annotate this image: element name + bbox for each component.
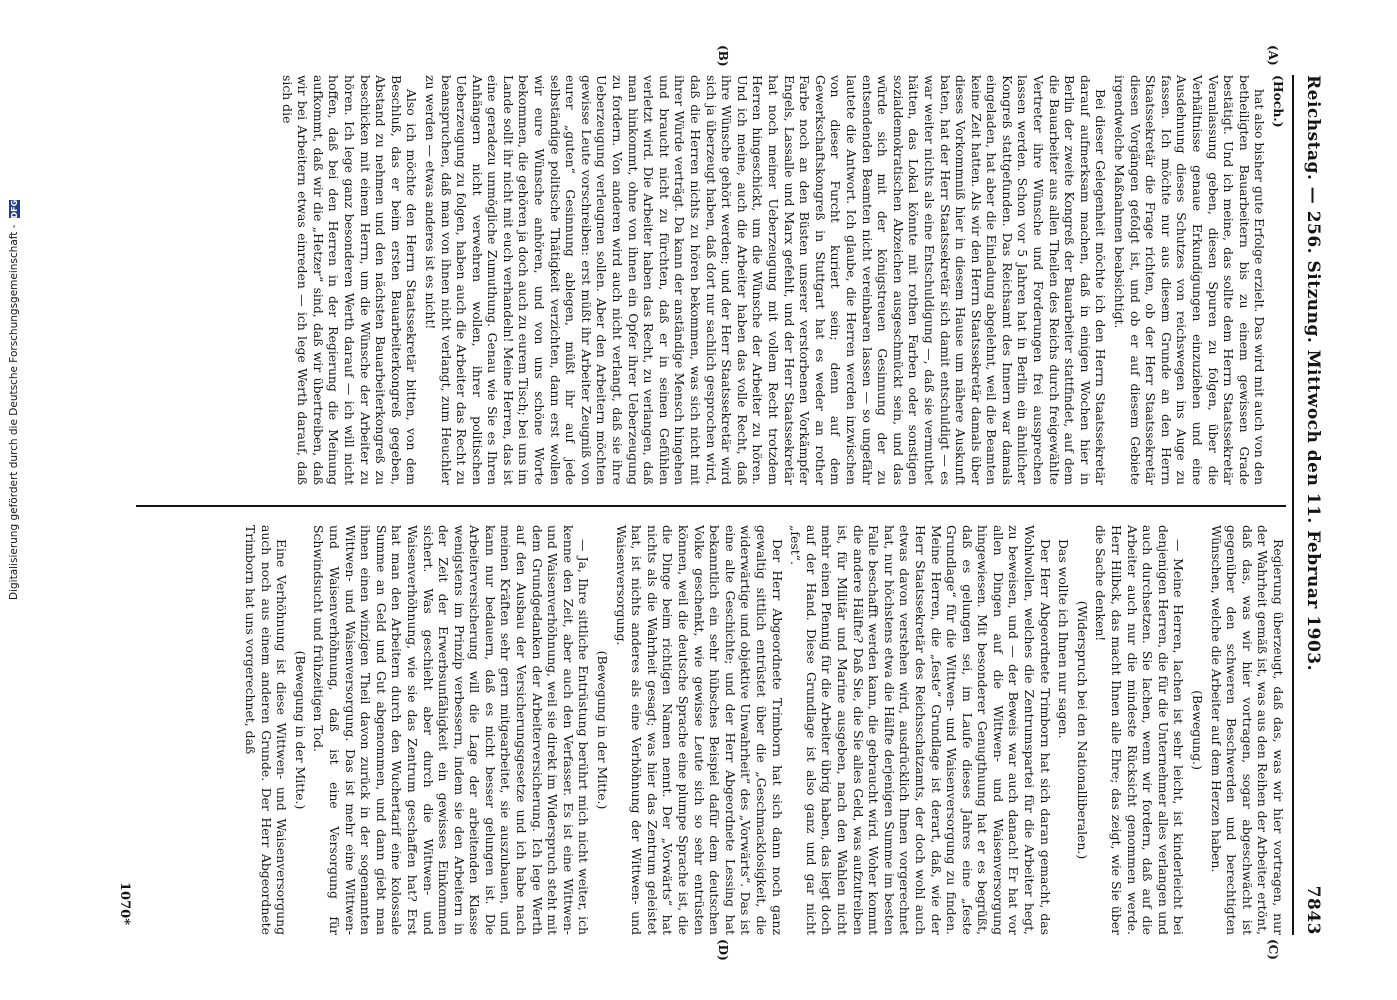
interjection: (Bewegung in der Mitte.)	[292, 650, 308, 810]
dfg-logo: DFG	[9, 199, 19, 219]
header-page-number: 7843	[1303, 885, 1323, 935]
right-paragraph: Der Herr Abgeordnete Trimborn hat sich dann noch ganz gewaltig sittlich entrüstet über die „Geschmacklosigkeit, die widerwärtige und objektive Unwahrheit“ des „Vorwärts“. Das ist eine alte Geschichte; und der Herr Abgeordnete Lessing hat bekanntlich ein sehr hübsches Beispiel dafür dem deutschen Volke geschenkt, wie gewisse Leute sich so sehr entrüsten können, weil die deutsche Sprache eine plumpe Sprache ist, die die Dinge beim richtigen Namen nennt. Der „Vorwärts“ hat nichts als die Wahrheit gesagt; was hier das Zentrum geleistet hat, ist nichts anderes als eine Verhöhnung der Wittwen- und Waisenversorgung.	[613, 525, 785, 935]
header-rule	[1292, 75, 1294, 935]
right-paragraph: — Meine Herren, lachen ist sehr leicht, ist kinderleicht bei denjenigen Herren, die für die Unternehmer alles verlangen und auch durchsetzen. Sie lachen, wenn wir fordern, daß auf die Arbeiter auch nur die mindeste Rücksicht genommen werde. Herr Hilbck, das macht Ihnen alle Ehre; das zeigt, wie Sie über die Sache denken!	[1093, 525, 1187, 935]
right-paragraph: Regierung überzeugt, daß das, was wir hier vortragen, nur der Wahrheit gemäß ist, was aus den Reihen der Arbeiter ertönt, daß das, was wir hier vortragen, sogar abgeschwächt ist gegenüber den schweren Beschwerden und berechtigten Wünschen, welche die Arbeiter auf dem Herzen haben.	[1208, 525, 1286, 935]
interjection: (Bewegung.)	[1190, 690, 1206, 770]
header-title: Reichstag. — 256. Sitzung. Mittwoch den 11. Februar 1903.	[1303, 75, 1323, 672]
page-content	[110, 45, 1330, 961]
footer-signature-number: 1070*	[117, 882, 132, 925]
digitization-credit	[6, 200, 22, 600]
right-paragraph: — Ja, Ihre sittliche Entrüstung berührt mich nicht weiter, ich kenne den Zeit, aber auch den Verfasser. Es ist eine Wittwen- und Waisenverhöhnung, weil sie direkt im Widerspruch steht mit dem Grundgedanken der Arbeiterversicherung. Ich lege Werth auf den Ausbau der Versicherungsgesetze und ich habe nach meinen Kräften sehr gern mitgearbeitet, sie auszubauen, und kann nur bedauern, daß es nicht besser gelungen ist. Die Arbeiterversicherung will die Lage der arbeitenden Klasse wenigstens im Prinzip verbessern, indem sie den Arbeitern in der Zeit der Erwerbsunfähigkeit ein gewisses Einkommen sichert. Was geschieht aber durch die Wittwen- und Waisenverhöhnung, wie sie das Zentrum geschaffen hat? Erst hat man den Arbeitern durch den Wuchertarif eine kolossale Summe an Geld und Gut abgenommen, und dann giebt man ihnen einen winzigen Theil davon zurück in der sogenannten Wittwen- und Waisenversorgung. Das ist mehr eine Wittwen- und Waisenverhöhnung, daß ist eine Versorgung für Schwindsucht und frühzeitigen Tod.	[311, 525, 592, 935]
right-paragraph: Der Herr Abgeordnete Trimborn hat sich daran gemacht, das Wohlwollen, welches die Zentrumspartei für die Arbeiter hegt, zu beweisen, und — der Beweis war auch danach! Er hat vor allen Dingen auf die Wittwen- und Waisenversorgung hingewiesen. Mit besonderer Genugthuung hat er es begrüßt, daß es gelungen sei, im Laufe dieses Jahres eine „feste Grundlage“ für die Wittwen- und Waisenversorgung zu finden. Meine Herren, die „feste“ Grundlage ist derart, daß, wie der Herr Staatssekretär des Reichsschatzamts, der doch wohl auch etwas davon verstehen wird, ausdrücklich Ihnen vorgerechnet hat, nur höchstens etwa die Hälfte derjenigen Summe im besten Falle beschafft werden kann, die gebraucht wird. Woher kommt die andere Hälfte? Daß Sie, die Sie alles Geld, was aufzutreiben ist, für Militär und Marine ausgeben, nach den Wahlen nicht mehr einen Pfennig für die Arbeiter übrig haben, das liegt doch auf der Hand. Diese Grundlage ist also ganz und gar nicht „fest“.	[788, 525, 1053, 935]
right-column	[126, 525, 1286, 935]
column-divider	[136, 505, 1286, 507]
margin-letter-c: (C)	[1266, 939, 1280, 960]
margin-letter-d: (D)	[716, 939, 730, 961]
margin-letter-b: (B)	[716, 45, 730, 67]
right-paragraph: Das wollte ich Ihnen nur sagen.	[1056, 539, 1072, 739]
interjection: (Bewegung in der Mitte.)	[595, 650, 611, 810]
left-paragraph: hat also bisher gute Erfolge erzielt. Das wird mit auch von den betheiligten Bauarbeitern bis zu einem gewissen Grade bestätigt. Und ich meine, das sollte dem Herrn Staatssekretär Veranlassung geben, diesen Spuren zu folgen, über die Verhältnisse genaue Erkundigungen einzuziehen und eine Ausdehnung dieses Schutzes von reichswegen ins Auge zu fassen. Ich möchte nur aus diesem Grunde an den Herrn Staatssekretär die Frage richten, ob der Herr Staatssekretär diesen Vorgängen gefolgt ist, und ob er auf diesem Gebiete irgendwelche Maßnahmen beabsichtigt.	[1112, 75, 1268, 485]
left-paragraph: Also ich möchte den Herrn Staatssekretär bitten, von dem Beschluß, das er beim ersten Bauarbeiterkongreß gegeben, Abstand zu nehmen und den nächsten Bauarbeiterkongreß zu beschicken mit einem Herrn, um die Wünsche der Arbeiter zu hören. Ich lege ganz besonderen Werth darauf — ich will nicht hoffen, daß bei den Herren in der Regierung die Meinung aufkommt, daß wir die „Hetzer“ sind, daß wir übertreiben, daß wir bei Arbeitern etwas einreden — ich lege Werth darauf, daß sich die	[279, 75, 420, 485]
interjection: (Widerspruch bei den Nationalliberalen.)	[1074, 600, 1090, 860]
speaker-label: (Hoch.)	[1271, 75, 1286, 128]
page-header	[1296, 75, 1330, 935]
margin-letter-a: (A)	[1266, 45, 1280, 66]
credit-text: Digitalisierung gefördert durch die Deutsche Forschungsgemeinschaft -	[8, 224, 20, 600]
right-paragraph: Eine Verhöhnung ist diese Wittwen- und Waisenversorgung auch noch aus einem anderen Grunde. Der Herr Abgeordnete Trimborn hat uns vorgerechnet, daß	[243, 525, 290, 935]
scanned-page	[110, 45, 1330, 961]
left-column	[126, 75, 1286, 485]
left-paragraph: Bei dieser Gelegenheit möchte ich den Herrn Staatssekretär darauf aufmerksam machen, daß in einigen Wochen hier in Berlin der zweite Kongreß der Bauarbeiter stattfindet, auf dem die Bauarbeiter aus allen Theilen des Reichs durch freigewählte Vertreter ihre Wünsche und Forderungen frei aussprechen lassen werden. Schon vor 5 Jahren hat in Berlin ein ähnlicher Kongreß stattgefunden. Das Reichsamt des Innern war damals eingeladen, hat aber die Einladung abgelehnt, weil die Beamten keine Zeit hatten. Als wir den Herrn Staatssekretär damals über dieses Vorkommniß hier in diesem Hause um nähere Auskunft baten, hat der Herr Staatssekretär sich damit entschuldigt — es war weiter nichts als eine Entschuldigung —, daß sie vermuthet hätten, das Lokal könnte mit rothen Farben oder sonstigen sozialdemokratischen Abzeichen ausgeschmückt sein, und das würde sich mit der königstreuen Gesinnung der zu entsendenden Beamten nicht vereinbaren lassen — so ungefähr lautete die Antwort. Ich glaube, die Herren werden inzwischen von dieser Furcht kuriert sein; denn auf dem Gewerkschaftskongreß in Stuttgart hat es weder an rother Farbe noch an den Büsten unserer verstorbenen Vorkämpfer Engels, Lassalle und Marx gefehlt, und der Herr Staatssekretär hat noch meiner Ueberzeugung mit vollem Recht trotzdem Herren hingeschickt, um die Wünsche der Arbeiter zu hören. Und ich meine, auch die Arbeiter haben das volle Recht, daß ihre Wünsche gehört werden; und der Herr Staatssekretär wird sich ja überzeugt haben, daß dort nur sachlich gesprochen wird, daß die Herren nichts zu hören bekommen, was sich nicht mit ihrer Würde verträgt. Da kann der anständige Mensch hingehen und braucht nicht zu fürchten, daß er in seinen Gefühlen verletzt wird. Die Arbeiter haben das Recht, zu verlangen, daß man hinkommt, ohne von ihnen ein Opfer ihrer Ueberzeugung zu fordern. Von anderen wird auch nicht verlangt, daß sie ihre Ueberzeugung verleugnen sollen. Aber den Arbeitern möchten gewisse Leute vorschreiben: erst müßt ihr Arbeiter Zeugniß von eurer „guten“ Gesinnung ablegen, müßt ihr auf jede selbständige politische Thätigkeit verzichten, dann erst wollen wir eure Wünsche anhören, und von uns schöne Worte bekommen, die gehören ja doch auch zu eurem Tisch; bei uns im Lande sollt ihr nicht mit euch verhandeln! Meine Herren, das ist eine geradezu unmögliche Zumuthung. Genau wie Sie es Ihren Anhängern nicht verwehren wollen, ihrer politischen Ueberzeugung zu folgen, haben auch die Arbeiter das Recht zu beanspruchen, daß man von ihnen nicht verlangt, zum Heuchler zu werden — etwas anderes ist es nicht!	[422, 75, 1109, 485]
